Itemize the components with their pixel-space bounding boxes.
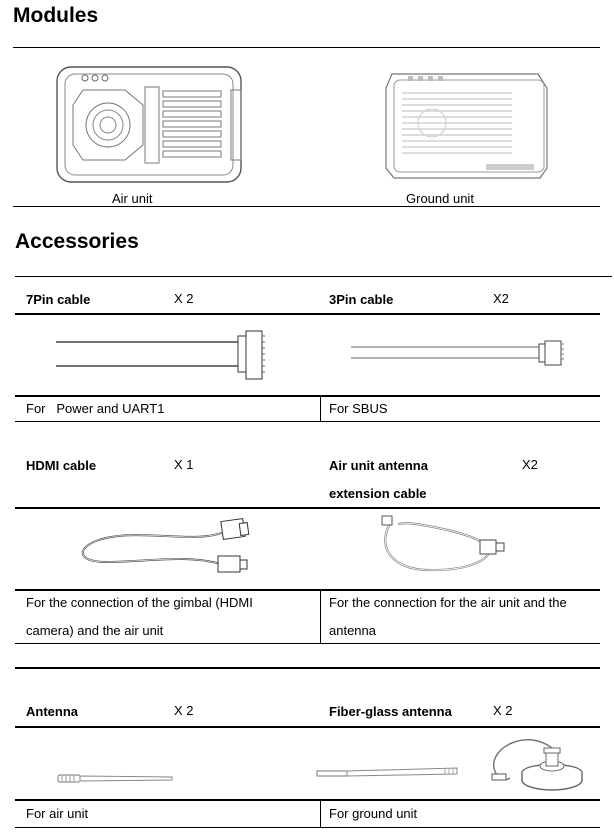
antenna-extension-cable-image <box>378 514 518 578</box>
divider <box>15 589 600 591</box>
fiberglass-antenna-image <box>317 766 463 780</box>
ground-unit-image <box>382 68 550 183</box>
item-desc: For ground unit <box>329 806 418 821</box>
divider <box>320 799 321 827</box>
hdmi-cable-image <box>76 516 256 578</box>
item-qty: X2 <box>522 457 538 472</box>
item-desc: For air unit <box>26 806 89 821</box>
divider <box>15 276 612 277</box>
air-unit-label: Air unit <box>112 191 153 206</box>
item-name-3pin-cable: 3Pin cable <box>329 292 394 307</box>
item-qty: X 2 <box>174 291 194 306</box>
item-name-antenna: Antenna <box>26 704 78 719</box>
divider <box>13 47 600 48</box>
item-qty: X 2 <box>174 703 194 718</box>
item-desc: For Power and UART1 <box>26 401 165 416</box>
item-name-7pin-cable: 7Pin cable <box>26 292 91 307</box>
accessories-heading: Accessories <box>15 230 139 253</box>
divider <box>15 643 600 644</box>
divider <box>320 589 321 643</box>
divider <box>320 395 321 422</box>
divider <box>15 421 600 422</box>
antenna-image <box>58 772 176 786</box>
ground-unit-label: Ground unit <box>406 191 474 206</box>
modules-heading: Modules <box>13 4 99 27</box>
item-name-antenna-extension: Air unit antenna <box>329 458 428 473</box>
item-qty: X 2 <box>493 703 513 718</box>
divider <box>15 667 600 669</box>
divider <box>15 827 600 828</box>
divider <box>15 726 600 728</box>
item-name-fiberglass-antenna: Fiber-glass antenna <box>329 704 452 719</box>
7pin-cable-image <box>56 330 266 382</box>
air-unit-image <box>55 65 245 185</box>
item-qty: X 1 <box>174 457 194 472</box>
item-desc: For the connection of the gimbal (HDMI <box>26 595 253 610</box>
item-desc: For SBUS <box>329 401 388 416</box>
divider <box>13 206 600 207</box>
item-desc: For the connection for the air unit and the <box>329 595 567 610</box>
item-qty: X2 <box>493 291 509 306</box>
divider <box>15 395 600 397</box>
divider <box>15 313 600 315</box>
3pin-cable-image <box>351 340 571 366</box>
divider <box>15 799 600 801</box>
item-desc-line2: camera) and the air unit <box>26 623 164 638</box>
item-name-antenna-extension-line2: extension cable <box>329 486 427 501</box>
divider <box>15 507 600 509</box>
item-name-hdmi-cable: HDMI cable <box>26 458 97 473</box>
antenna-mount-image <box>486 734 588 794</box>
item-desc-line2: antenna <box>329 623 376 638</box>
